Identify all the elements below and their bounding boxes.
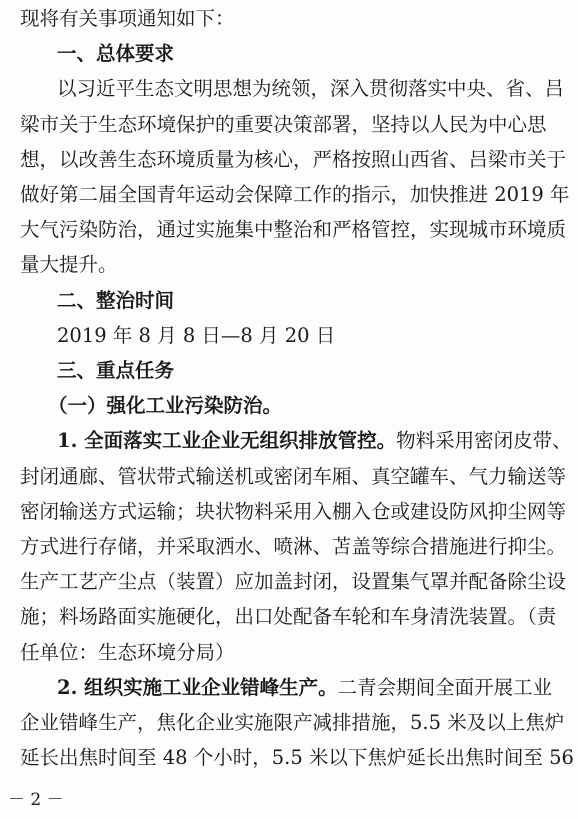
subsection-heading: （一）强化工业污染防治。 (48, 394, 283, 418)
page-number: － 2 － (8, 790, 64, 810)
text-line: 梁市关于生态环境保护的重要决策部署，坚持以人民为中心思 (20, 112, 547, 136)
section-heading: 三、重点任务 (57, 359, 175, 382)
section-heading: 二、整治时间 (57, 288, 175, 312)
text-line: 施；料场路面实施硬化，出口处配备车轮和车身清洗装置。（责 (20, 605, 557, 629)
text-line: 延长出焦时间至 48 个小时，5.5 米以下焦炉延长出焦时间至 56 (20, 746, 574, 770)
text-line: 方式进行存储，并采取洒水、喷淋、苫盖等综合措施进行抑尘。 (20, 535, 567, 558)
text-line: 大气污染防治，通过实施集中整治和严格管控，实现城市环境质 (20, 218, 567, 242)
text-line: 生产工艺产尘点（装置）应加盖封闭，设置集气罩并配备除尘设 (20, 570, 567, 594)
text-line: 密闭输送方式运输；块状物料采用入棚入仓或建设防风抑尘网等 (20, 499, 567, 523)
text-line: 封闭通廊、管状带式输送机或密闭车厢、真空罐车、气力输送等 (20, 464, 567, 488)
text-line: 任单位：生态环境分局） (20, 640, 235, 664)
text-line: 现将有关事项通知如下： (20, 7, 235, 30)
text-line: 企业错峰生产，焦化企业实施限产减排措施，5.5 米及以上焦炉 (20, 711, 565, 734)
text-line: 量大提升。 (20, 253, 118, 277)
text-line: 做好第二届全国青年运动会保障工作的指示，加快推进 2019 年 (20, 183, 570, 206)
text-line: 以习近平生态文明思想为统领，深入贯彻落实中央、省、吕 (57, 77, 565, 101)
text-line: 2019 年 8 月 8 日—8 月 20 日 (57, 323, 336, 347)
section-heading: 一、总体要求 (57, 42, 175, 66)
text-line: 2. 组织实施工业企业错峰生产。二青会期间全面开展工业 (57, 675, 553, 699)
text-line: 1. 全面落实工业企业无组织排放管控。物料采用密闭皮带、 (57, 429, 572, 453)
text-line: 想，以改善生态环境质量为核心，严格按照山西省、吕梁市关于 (20, 147, 567, 171)
